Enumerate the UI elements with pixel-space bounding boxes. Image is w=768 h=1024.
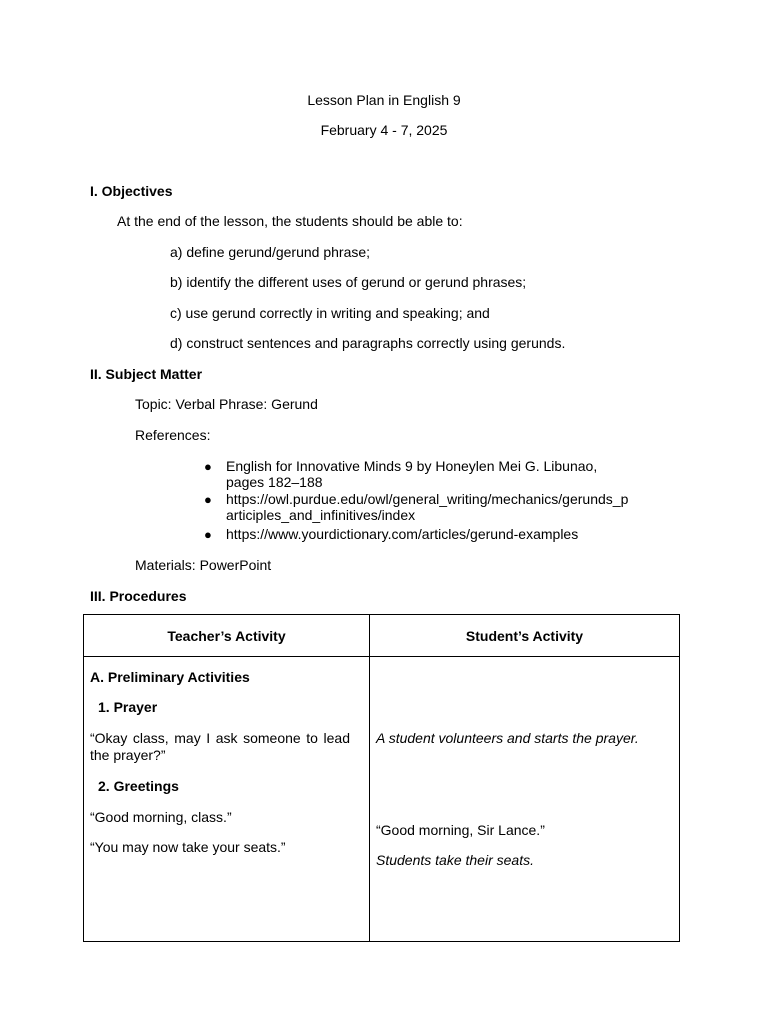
student-activity-cell <box>370 657 680 942</box>
greetings-heading: 2. Greetings <box>98 778 179 794</box>
seats-student-text: Students take their seats. <box>376 852 534 868</box>
reference-line: https://www.yourdictionary.com/articles/gerund-examples <box>226 526 579 542</box>
objective-item: d) construct sentences and paragraphs correctly using gerunds. <box>170 335 566 351</box>
reference-link[interactable] <box>226 491 628 523</box>
objectives-intro: At the end of the lesson, the students should be able to: <box>117 213 463 229</box>
materials-line: Materials: PowerPoint <box>135 557 272 573</box>
bullet-icon: ● <box>204 492 212 507</box>
prayer-student-text: A student volunteers and starts the prayer. <box>376 730 639 746</box>
greeting-student-text: “Good morning, Sir Lance.” <box>376 822 545 838</box>
reference-item <box>226 458 597 490</box>
bullet-icon: ● <box>204 459 212 474</box>
objective-item: a) define gerund/gerund phrase; <box>170 244 371 260</box>
subject-matter-heading: II. Subject Matter <box>90 366 203 382</box>
reference-link[interactable] <box>226 526 578 542</box>
document-title: Lesson Plan in English 9 <box>307 92 461 108</box>
prayer-heading: 1. Prayer <box>98 699 158 715</box>
objective-item: c) use gerund correctly in writing and speaking; and <box>170 305 490 321</box>
reference-line: articiples_and_infinitives/index <box>226 507 416 523</box>
teacher-activity-cell <box>84 657 370 942</box>
document-date: February 4 - 7, 2025 <box>320 122 448 138</box>
reference-line: English for Innovative Minds 9 by Honeylen Mei G. Libunao, <box>226 458 598 474</box>
objectives-heading: I. Objectives <box>90 183 173 199</box>
column-header-student: Student’s Activity <box>370 615 680 657</box>
section-heading: A. Preliminary Activities <box>90 669 250 685</box>
reference-line: https://owl.purdue.edu/owl/general_writing/mechanics/gerunds_p <box>226 491 629 507</box>
references-label: References: <box>135 427 211 443</box>
procedures-table <box>83 614 680 942</box>
greeting-teacher-text: “Good morning, class.” <box>90 809 232 825</box>
bullet-icon: ● <box>204 527 212 542</box>
prayer-teacher-text: “Okay class, may I ask someone to lead the prayer?” <box>90 730 350 763</box>
topic-line: Topic: Verbal Phrase: Gerund <box>135 396 318 412</box>
objective-item: b) identify the different uses of gerund or gerund phrases; <box>170 274 527 290</box>
seats-teacher-text: “You may now take your seats.” <box>90 839 286 855</box>
procedures-heading: III. Procedures <box>90 588 187 604</box>
reference-line: pages 182–188 <box>226 474 323 490</box>
column-header-teacher: Teacher’s Activity <box>84 615 370 657</box>
